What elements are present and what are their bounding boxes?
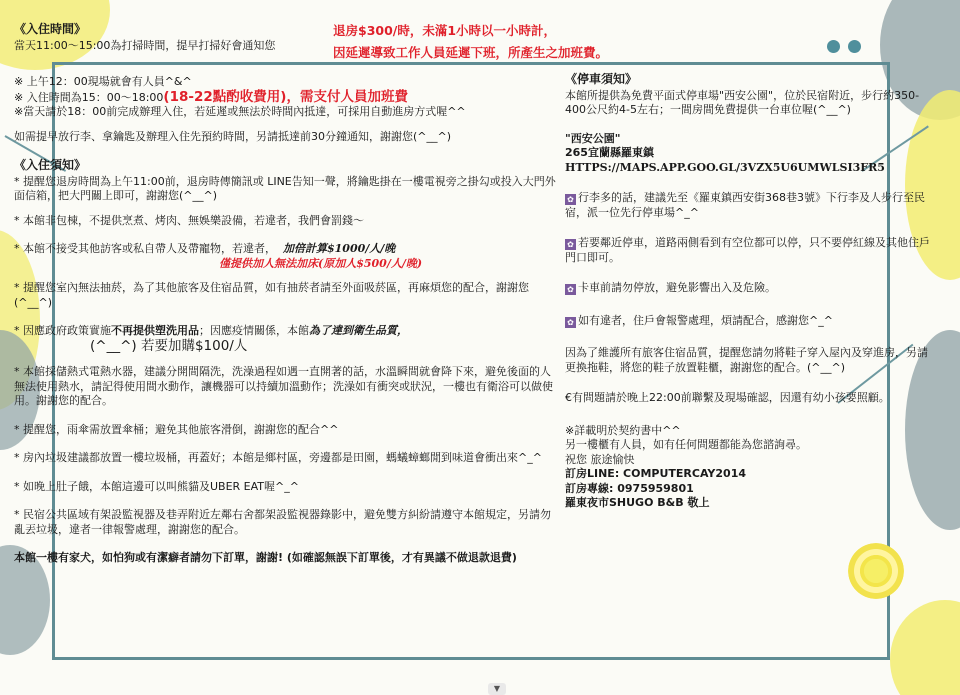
text-line	[14, 90, 556, 106]
decor-blob	[890, 600, 960, 695]
notice-item: 本館一樓有家犬，如怕狗或有潔癖者請勿下訂單，謝謝! (如確認無誤下訂單後，才有異議不做退款退費)	[14, 551, 517, 564]
flower-icon: ✿	[565, 317, 576, 328]
sun-icon	[848, 543, 904, 599]
flower-icon: ✿	[565, 284, 576, 295]
notice-item: * 本館非包棟，不提供烹煮、烤肉、無娛樂設備，若違者，我們會罰錢～	[14, 213, 364, 227]
booking-phone: 訂房專線: 0975959801	[565, 481, 694, 495]
section-title-parking: 《停車須知》	[565, 72, 638, 86]
chevron-down-icon[interactable]: ▼	[488, 683, 506, 695]
text-span: 為了達到衛生品質，	[309, 324, 408, 337]
text-span: 如有違者，住戶會報警處理，煩請配合，感謝您^_^	[578, 313, 833, 327]
text-span: * 因應政府政策實施	[14, 324, 111, 337]
notice-line: 退房$300/時，未滿1小時以一小時計，	[333, 23, 557, 38]
booking-line-id: 訂房LINE: COMPUTERCAY2014	[565, 467, 747, 480]
contact-time-notice: €有問題請於晚上22:00前聯繫及現場確認，因還有幼小孩要照顧。	[565, 391, 890, 404]
text-span: 行李多的話，建議先至《羅東鎮西安街368巷3號》下行李及人步行至民宿，派一位先行停車場^_^	[565, 191, 925, 219]
notice-item: * 本館採儲熱式電熱水器，建議分開間隔洗，洗澡過程如遇一直開著的話，水溫瞬間就會降下來，避免後面的人無法使用熱水，請記得使用間水動作，讓機器可以持續加溫動作；洗澡如有衝突或狀況，一樓也有衛浴可以做使用。謝謝您的配合。	[14, 365, 553, 407]
overtime-fee-hours: (18-22點酌收費用)	[163, 88, 287, 105]
notice-line: 因延遲導致工作人員延遲下班，所產生之加班費。	[333, 45, 609, 60]
parking-item: 本館所提供為免費平面式停車場"西安公園"，位於民宿附近，步行約350-400公尺約4-5左右；一間房間免費提供一台車位喔(^__^)	[565, 88, 920, 116]
overtime-fee-text: ，需支付人員加班費	[286, 88, 408, 105]
text-span: 不再提供塑洗用品	[111, 324, 199, 337]
closing-line: 另一樓櫃有人員，如有任何問題都能為您諮詢尋。	[565, 438, 807, 451]
notice-item: * 民宿公共區域有架設監視器及巷弄附近左鄰右舍都架設監視器錄影中，避免雙方糾紛請遵守本館規定，另請勿亂丟垃圾，違者一律報警處理，謝謝您的配合。	[14, 508, 551, 536]
shoe-notice: 因為了維護所有旅客住宿品質，提醒您請勿將鞋子穿入屋內及穿進房，另請更換拖鞋，將您的鞋子放置鞋櫃，謝謝您的配合。(^__^)	[565, 346, 928, 374]
closing-line: 祝您 旅途愉快	[565, 452, 635, 466]
text-span: ；因應疫情關係，本館	[199, 324, 309, 337]
text-line: ※當天請於18：00前完成辦理入住，若延遲或無法於時間內抵達，可採用自動進房方式喔^^	[14, 105, 466, 118]
text-line: 當天11:00～15:00為打掃時間，提早打掃好會通知您	[14, 38, 276, 52]
notice-item: * 如晚上肚子餓，本館這邊可以叫熊貓及UBER EAT喔^_^	[14, 479, 299, 493]
parking-item	[565, 281, 945, 296]
text-span: ※ 入住時間為15：00～18:00	[14, 90, 164, 104]
parking-location: "西安公園"	[565, 131, 621, 145]
left-column	[14, 22, 556, 576]
flower-icon: ✿	[565, 194, 576, 205]
flower-icon: ✿	[565, 239, 576, 250]
parking-address: 265宜蘭縣羅東鎮	[565, 146, 654, 159]
extra-guest-fee: 加倍計算$1000/人/晚	[283, 242, 396, 255]
parking-item	[565, 314, 945, 329]
text-span: 卡車前請勿停放，避免影響出入及危險。	[578, 281, 776, 294]
notice-item: * 提醒您退房時間為上午11:00前，退房時傳簡訊或 LINE告知一聲，將鑰匙掛在一樓電視旁之掛勾或投入大門外面信箱，把大門關上即可，謝謝您(^__^)	[14, 174, 556, 202]
parking-map-link[interactable]: HTTPS://MAPS.APP.GOO.GL/3VZX5U6UMWLSI3FR5	[565, 160, 885, 174]
section-title-checkin-time: 《入住時間》	[14, 22, 87, 36]
notice-item	[14, 257, 556, 272]
closing-line: ※詳載明於契約書中^^	[565, 423, 681, 437]
parking-item	[565, 236, 937, 265]
text-span: 若要鄰近停車，道路兩側看到有空位都可以停，只不要停紅線及其他住戶門口即可。	[565, 236, 930, 264]
section-title-checkin-notes: 《入住須知》	[14, 158, 87, 172]
notice-item: * 提醒您室內無法抽菸，為了其他旅客及住宿品質，如有抽菸者請至外面吸菸區，再麻煩您的配合，謝謝您(^__^)	[14, 281, 529, 309]
right-column	[565, 72, 945, 511]
notice-item	[14, 242, 556, 257]
text-line: ※ 上午12：00現場就會有人員^&^	[14, 75, 192, 88]
notice-item: (^__^) 若要加購$100/人	[90, 337, 248, 354]
text-span: * 本館不接受其他訪客或私自帶人及帶寵物，若違者，	[14, 242, 276, 255]
notice-item	[14, 324, 556, 339]
notice-item: * 提醒您，雨傘需放置傘桶；避免其他旅客滑倒，謝謝您的配合^^	[14, 422, 339, 436]
decor-dots	[827, 40, 861, 53]
notice-item: * 房內垃圾建議都放置一樓垃圾桶，再蓋好；本館是鄉村區，旁邊都是田園，螞蟻蟑螂閒到味道會衝出來^_^	[14, 451, 542, 464]
text-line: 如需提早放行李、拿鑰匙及辦理入住先預約時間，另請抵達前30分鐘通知，謝謝您(^__^)	[14, 129, 452, 143]
signature-line: 羅東夜市SHUGO B&B 敬上	[565, 496, 710, 509]
extra-guest-note: 僅提供加人無法加床(原加人$500/人/晚)	[219, 256, 423, 270]
parking-item	[565, 191, 937, 220]
